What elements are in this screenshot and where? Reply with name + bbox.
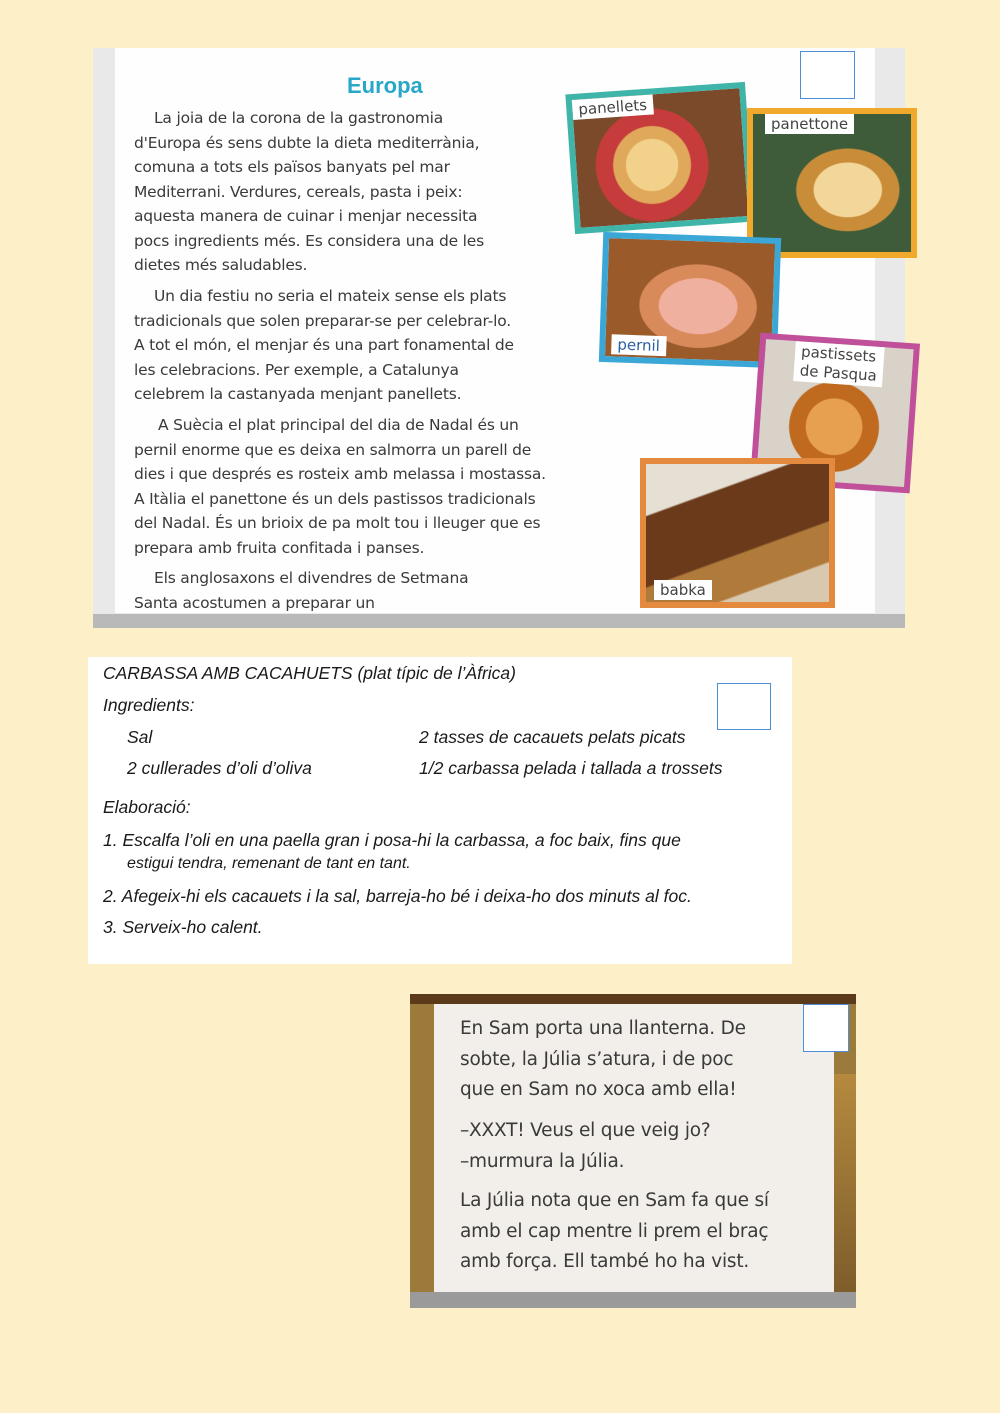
text-line: comuna a tots els països banyats pel mar — [134, 158, 450, 176]
pernil-label: pernil — [611, 334, 666, 356]
text-line: amb força. Ell també ho ha vist. — [460, 1251, 750, 1272]
story-paragraph-2 — [460, 1116, 711, 1177]
text-line: dietes més saludables. — [134, 256, 308, 274]
text-line: del Nadal. És un brioix de pa molt tou i lleuger que es — [134, 514, 541, 532]
text-line: A Suècia el plat principal del dia de Nadal és un — [158, 416, 519, 434]
pastissets-label — [793, 341, 885, 387]
text-line: Un dia festiu no seria el mateix sense els plats — [154, 287, 507, 305]
europa-page — [115, 48, 878, 613]
text-line: –XXXT! Veus el que veig jo? — [460, 1120, 711, 1141]
text-line: La joia de la corona de la gastronomia — [154, 109, 444, 127]
text-line: celebrem la castanyada menjant panellets. — [134, 385, 462, 403]
text-line: les celebracions. Per exemple, a Catalunya — [134, 360, 459, 379]
text-line: sobte, la Júlia s’atura, i de poc — [460, 1048, 734, 1070]
step-1: 1. Escalfa l’oli en una paella gran i posa-hi la carbassa, a foc baix, fins que — [103, 830, 681, 850]
ingredient-item: 2 cullerades d’oli d’oliva — [127, 758, 312, 778]
text-line: Els anglosaxons el divendres de Setmana — [154, 569, 469, 587]
ingredient-item: 2 tasses de cacauets pelats picats — [419, 727, 686, 747]
scrollbar-track — [410, 1292, 856, 1308]
text-line: A Itàlia el panettone és un dels pastissos tradicionals — [134, 489, 536, 508]
text-line: En Sam porta una llanterna. De — [460, 1018, 746, 1039]
step-2: 2. Afegeix-hi els cacauets i la sal, barreja-ho bé i deixa-ho dos minuts al foc. — [103, 886, 692, 906]
text-line: pocs ingredients més. Es considera una de les — [134, 231, 485, 250]
panellets-label: panellets — [572, 94, 654, 120]
europa-paragraph-2 — [134, 284, 514, 407]
text-line: que en Sam no xoca amb ella! — [460, 1079, 737, 1100]
europa-title: Europa — [347, 73, 423, 98]
panellets-photo — [565, 82, 754, 234]
europa-paragraph-3 — [134, 413, 546, 560]
europa-paragraph-4 — [134, 566, 468, 615]
ingredients-label: Ingredients: — [103, 695, 195, 715]
step-1-continued: estigui tendra, remenant de tant en tant. — [127, 855, 411, 872]
babka-photo — [640, 458, 835, 608]
text-line: pernil enorme que es deixa en salmorra un parell de — [134, 440, 532, 459]
pastissets-label-line: pastissets — [800, 342, 877, 366]
pernil-photo — [599, 232, 781, 368]
elaboration-label: Elaboració: — [103, 797, 191, 817]
text-line: prepara amb fruita confitada i panses. — [134, 538, 425, 557]
text-line: La Júlia nota que en Sam fa que sí — [460, 1190, 769, 1211]
recipe-panel — [88, 657, 792, 964]
text-line: d'Europa és sens dubte la dieta mediterrània, — [134, 133, 480, 152]
text-line: A tot el món, el menjar és una part fonamental de — [134, 336, 514, 354]
text-line: aquesta manera de cuinar i menjar necessita — [134, 207, 478, 225]
story-paragraph-1 — [460, 1014, 746, 1106]
europa-panel — [93, 48, 905, 628]
scrollbar-track — [93, 614, 905, 628]
step-3: 3. Serveix-ho calent. — [103, 917, 263, 937]
text-line: Mediterrani. Verdures, cereals, pasta i peix: — [134, 182, 463, 201]
europa-paragraph-1 — [134, 106, 484, 278]
story-panel — [410, 994, 856, 1308]
babka-label: babka — [654, 580, 712, 600]
answer-box-story[interactable] — [803, 1004, 849, 1052]
ingredient-item: 1/2 carbassa pelada i tallada a trossets — [419, 758, 723, 778]
answer-box-europa[interactable] — [800, 51, 855, 99]
recipe-title: CARBASSA AMB CACAHUETS (plat típic de l’Àfrica) — [103, 663, 516, 683]
answer-box-recipe[interactable] — [717, 683, 771, 730]
decorative-band — [410, 994, 856, 1004]
story-paragraph-3 — [460, 1186, 769, 1278]
text-line: Santa acostumen a preparar un — [134, 593, 375, 612]
panettone-label: panettone — [765, 114, 854, 134]
ingredient-item: Sal — [127, 727, 153, 747]
text-line: tradicionals que solen preparar-se per celebrar-lo. — [134, 311, 511, 330]
text-line: dies i que després es rosteix amb melassa i mostassa. — [134, 465, 546, 483]
text-line: amb el cap mentre li prem el braç — [460, 1220, 769, 1242]
pastissets-label-line: de Pasqua — [799, 361, 878, 385]
text-line: –murmura la Júlia. — [460, 1150, 625, 1172]
panettone-photo — [747, 108, 917, 258]
